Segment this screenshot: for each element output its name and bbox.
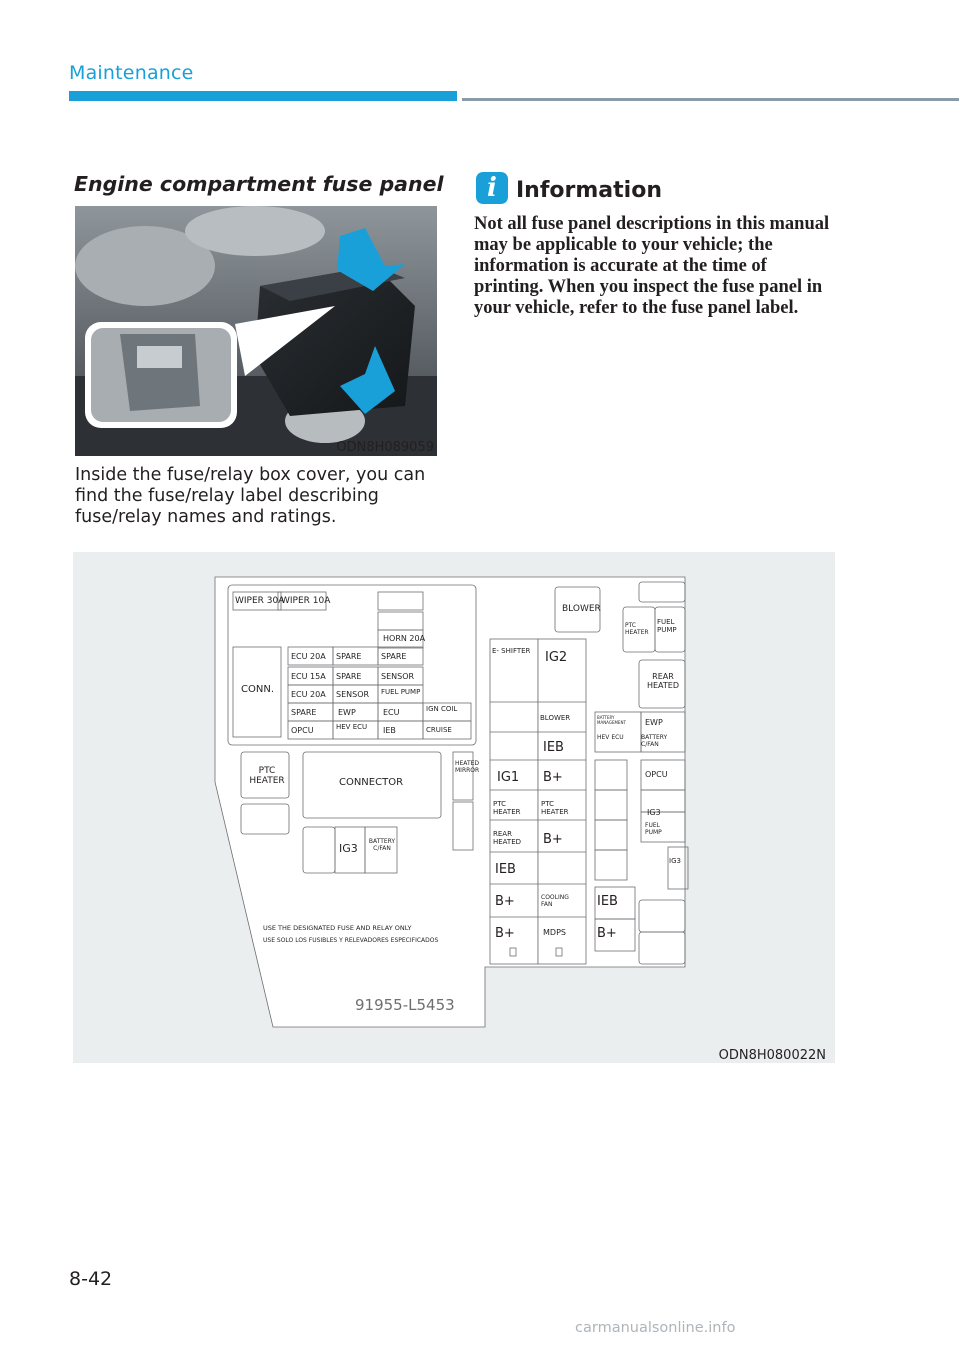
info-icon: i — [476, 172, 508, 204]
part-number: 91955-L5453 — [355, 996, 455, 1014]
fuse-label: OPCU — [645, 770, 668, 779]
fuse-rating: 15A — [310, 672, 326, 681]
fuse-label: IG3 — [669, 857, 681, 865]
fuse-rating: 30A — [266, 596, 285, 606]
fuse-label: B+ — [543, 832, 563, 847]
fuse-label: HEV ECU — [597, 734, 624, 741]
fuse-label: BATTERY MANAGEMENT — [597, 715, 626, 725]
fuse-label: IG3 — [647, 808, 661, 817]
fuse-label: IG2 — [545, 650, 568, 665]
fuse-label: IEB — [543, 740, 564, 755]
watermark: carmanualsonline.info — [575, 1320, 736, 1336]
fuse-label: OPCU — [291, 726, 314, 735]
fuse-label: MDPS — [543, 928, 566, 937]
label-note-english: USE THE DESIGNATED FUSE AND RELAY ONLY — [263, 924, 412, 932]
fuse-label: SPARE — [336, 652, 362, 661]
diagram-code: ODN8H080022N — [718, 1048, 826, 1063]
label-note-spanish: USE SOLO LOS FUSIBLES Y RELEVADORES ESPECIFICADOS — [263, 937, 439, 944]
fuse-label: B+ — [495, 894, 515, 909]
fuse-rating: 20A — [310, 690, 326, 699]
fuse-label: BLOWER — [562, 604, 601, 614]
fuse-label: BATTERY C/FAN — [368, 838, 396, 852]
fuse-label: REAR HEATED — [493, 830, 522, 846]
fuse-label: SENSOR — [381, 672, 415, 681]
fuse-label: WIPER — [281, 596, 310, 606]
section-heading: Engine compartment fuse panel — [74, 172, 444, 196]
fuse-label: SPARE — [291, 708, 317, 717]
fuse-label: COOLING FAN — [541, 894, 569, 908]
fuse-panel-diagram — [73, 552, 835, 1063]
page-number: 8-42 — [69, 1268, 113, 1290]
engine-compartment-photo — [75, 206, 437, 456]
fuse-label: WIPER — [235, 596, 264, 606]
fuse-rating: 20A — [409, 634, 426, 643]
fuse-label: IEB — [495, 862, 516, 877]
fuse-label: SPARE — [381, 652, 407, 661]
fuse-label: PTC HEATER — [493, 800, 521, 816]
fuse-label: HEATED MIRROR — [455, 760, 480, 774]
info-title: Information — [516, 178, 662, 203]
fuse-label: ECU — [291, 690, 308, 699]
body-text: Inside the fuse/relay box cover, you can find the fuse/relay label describing fuse/relay names and ratings. — [75, 465, 426, 527]
fuse-rating: 20A — [310, 652, 326, 661]
fuse-label: EWP — [645, 718, 663, 727]
photo-code: ODN8H089059 — [336, 440, 434, 455]
fuse-label: FUEL PUMP — [657, 618, 677, 634]
fuse-label: BATTERY C/FAN — [641, 734, 668, 748]
fuse-label: FUEL PUMP — [381, 688, 421, 696]
fuse-label: FUEL PUMP — [645, 822, 662, 836]
fuse-label: HEV ECU — [336, 723, 368, 731]
fuse-label: ECU — [291, 672, 308, 681]
fuse-label: ECU — [291, 652, 308, 661]
fuse-label: HORN — [383, 634, 407, 643]
fuse-rating: 10A — [312, 596, 331, 606]
fuse-label: SPARE — [336, 672, 362, 681]
fuse-label: CRUISE — [426, 726, 452, 734]
fuse-label: PTC HEATER — [625, 622, 649, 636]
fuse-label: IG1 — [497, 770, 520, 785]
section-title: Maintenance — [69, 62, 194, 84]
fuse-label: CONNECTOR — [338, 777, 404, 788]
fuse-label: REAR HEATED — [646, 672, 680, 690]
fuse-label: SENSOR — [336, 690, 370, 699]
fuse-label: IGN COIL — [426, 705, 458, 713]
fuse-label: PTC HEATER — [541, 800, 569, 816]
fuse-label: PTC HEATER — [249, 766, 285, 786]
info-text: Not all fuse panel descriptions in this manual may be applicable to your vehicle; the information is accurate at the time of printing. When you inspect the fuse panel in your vehicle, refer to the fuse panel label. — [474, 214, 830, 318]
fuse-label: IEB — [597, 894, 618, 909]
fuse-label: IEB — [383, 726, 396, 735]
fuse-label: CONN. — [241, 684, 274, 695]
fuse-label: E- SHIFTER — [492, 647, 531, 655]
fuse-label: B+ — [543, 770, 563, 785]
fuse-label: BLOWER — [540, 714, 571, 722]
fuse-label: ECU — [383, 708, 400, 717]
fuse-label: IG3 — [339, 842, 358, 855]
fuse-label: EWP — [338, 708, 356, 717]
header-rule — [462, 98, 959, 101]
header-rule-accent — [69, 91, 457, 101]
fuse-label: B+ — [495, 926, 515, 941]
fuse-label: B+ — [597, 926, 617, 941]
